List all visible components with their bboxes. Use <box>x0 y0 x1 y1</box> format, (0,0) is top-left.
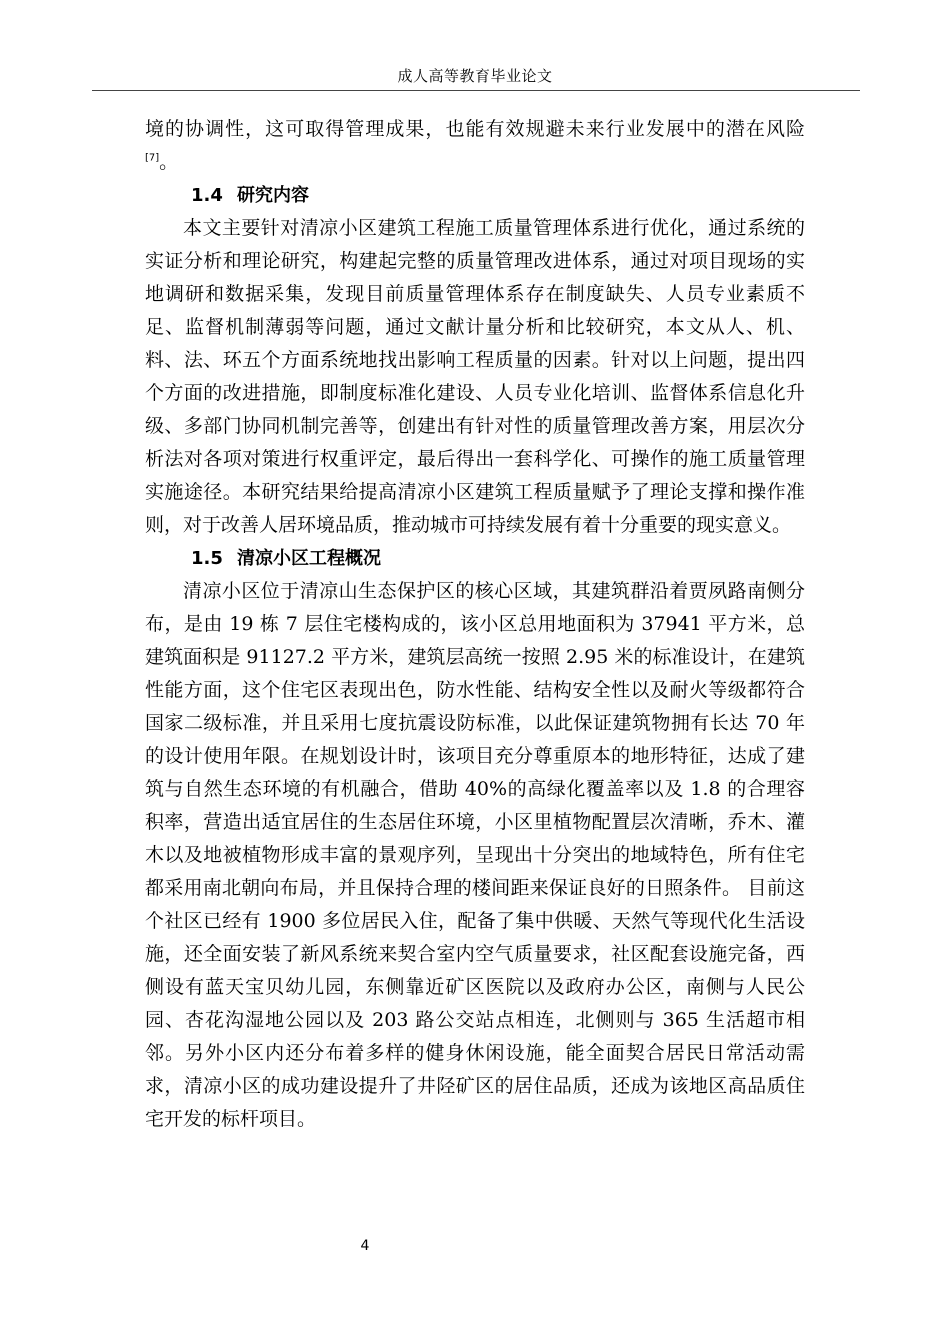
section-title: 清凉小区工程概况 <box>237 548 381 569</box>
section-title: 研究内容 <box>237 185 309 206</box>
research-content-paragraph: 本文主要针对清凉小区建筑工程施工质量管理体系进行优化，通过系统的实证分析和理论研究，构建起完整的质量管理改进体系，通过对项目现场的实地调研和数据采集，发现目前质量管理体系存在制度缺失、人员专业素质不足、监督机制薄弱等问题，通过文献计量分析和比较研究，本文从人、机、料、法、环五个方面系统地找出影响工程质量的因素。针对以上问题，提出四个方面的改进措施，即制度标准化建设、人员专业化培训、监督体系信息化升级、多部门协同机制完善等，创建出有针对性的质量管理改善方案，用层次分析法对各项对策进行权重评定，最后得出一套科学化、可操作的施工质量管理实施途径。本研究结果给提高清凉小区建筑工程质量赋予了理论支撑和操作准则，对于改善人居环境品质，推动城市可持续发展有着十分重要的现实意义。 <box>145 217 805 536</box>
header-rule <box>92 90 860 91</box>
header-title: 成人高等教育毕业论文 <box>397 67 553 85</box>
continued-paragraph-tail: 。 <box>159 151 179 173</box>
section-number: 1.5 <box>191 548 223 569</box>
page-body <box>145 113 805 1136</box>
section-number: 1.4 <box>191 185 223 206</box>
section-heading-1-4 <box>145 179 805 212</box>
project-overview-paragraph: 清凉小区位于清凉山生态保护区的核心区域，其建筑群沿着贾夙路南侧分布，是由 19 栋 7 层住宅楼构成的，该小区总用地面积为 37941 平方米，总建筑面积是 91127.2 平方米，建筑层高统一按照 2.95 米的标准设计，在建筑性能方面，这个住宅区表现出色，防水性能、结构安全性以及耐火等级都符合国家二级标准，并且采用七度抗震设防标准，以此保证建筑物拥有长达 70 年的设计使用年限。在规划设计时，该项目充分尊重原本的地形特征，达成了建筑与自然生态环境的有机融合，借助 40%的高绿化覆盖率以及 1.8 的合理容积率，营造出适宜居住的生态居住环境，小区里植物配置层次清晰，乔木、灌木以及地被植物形成丰富的景观序列，呈现出十分突出的地域特色，所有住宅都采用南北朝向布局，并且保持合理的楼间距来保证良好的日照条件。 目前这个社区已经有 1900 多位居民入住，配备了集中供暖、天然气等现代化生活设施，还全面安装了新风系统来契合室内空气质量要求，社区配套设施完备，西侧设有蓝天宝贝幼儿园，东侧靠近矿区医院以及政府办公区，南侧与人民公园、杏花沟湿地公园以及 203 路公交站点相连，北侧则与 365 生活超市相邻。另外小区内还分布着多样的健身休闲设施，能全面契合居民日常活动需求，清凉小区的成功建设提升了井陉矿区的居住品质，还成为该地区高品质住宅开发的标杆项目。 <box>145 580 805 1130</box>
running-header <box>0 66 950 86</box>
page-number: 4 <box>360 1238 370 1254</box>
continued-paragraph-text: 境的协调性，这可取得管理成果，也能有效规避未来行业发展中的潜在风险 <box>145 118 805 140</box>
citation-marker: [7] <box>145 152 160 164</box>
continued-paragraph <box>145 113 805 179</box>
section-heading-1-5 <box>145 542 805 575</box>
